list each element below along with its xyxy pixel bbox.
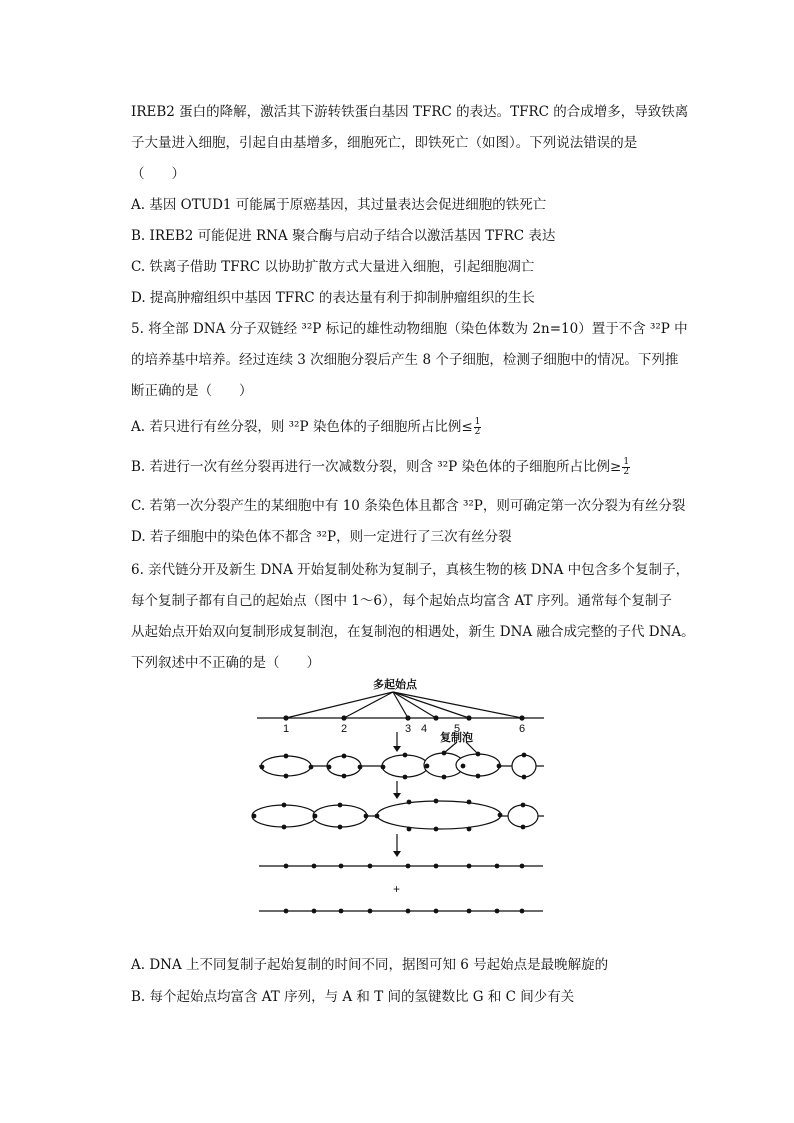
origin-label: 2 bbox=[341, 723, 348, 735]
bubble-label: 复制泡 bbox=[440, 732, 473, 744]
option-d: D. 提高肿瘤组织中基因 TFRC 的表达量有利于抑制肿瘤组织的生长 bbox=[131, 290, 535, 306]
origin-label: 6 bbox=[519, 723, 526, 735]
fraction-numerator: 1 bbox=[474, 417, 481, 427]
q6-option-a: A. DNA 上不同复制子起始复制的时间不同，据图可知 6 号起始点是最晚解旋的 bbox=[131, 957, 609, 973]
question-5-stem: 5. 将全部 DNA 分子双链经 ³²P 标记的雄性动物细胞（染色体数为 2n=10）置于不含 ³²P 中 bbox=[131, 321, 688, 337]
origin-label: 1 bbox=[283, 723, 290, 735]
text-line: （ ） bbox=[131, 166, 185, 182]
q5-option-c: C. 若第一次分裂产生的某细胞中有 10 条染色体且都含 ³²P，则可确定第一次分裂为有丝分裂 bbox=[131, 498, 686, 514]
question-5-stem: 的培养基中培养。经过连续 3 次细胞分裂后产生 8 个子细胞，检测子细胞中的情况。下列推 bbox=[131, 352, 679, 368]
fraction-denominator: 2 bbox=[623, 467, 630, 477]
question-6-stem: 从起始点开始双向复制形成复制泡，在复制泡的相遇处，新生 DNA 融合成完整的子代 DNA。 bbox=[131, 624, 695, 640]
question-6-stem: 6. 亲代链分开及新生 DNA 开始复制处称为复制子，真核生物的核 DNA 中包含多个复制子， bbox=[131, 562, 690, 578]
q5-option-b-text: B. 若进行一次有丝分裂再进行一次减数分裂，则含 ³²P 染色体的子细胞所占比例≥ bbox=[131, 459, 622, 475]
option-b: B. IREB2 可能促进 RNA 聚合酶与启动子结合以激活基因 TFRC 表达 bbox=[131, 228, 556, 244]
question-6-stem: 下列叙述中不正确的是（ ） bbox=[131, 655, 320, 671]
question-5-stem: 断正确的是（ ） bbox=[131, 383, 253, 399]
plus-sign: + bbox=[393, 882, 401, 896]
fraction-numerator: 1 bbox=[623, 457, 630, 467]
q5-option-d: D. 若子细胞中的染色体不都含 ³²P，则一定进行了三次有丝分裂 bbox=[131, 529, 512, 545]
option-c: C. 铁离子借助 TFRC 以协助扩散方式大量进入细胞，引起细胞凋亡 bbox=[131, 259, 535, 275]
origin-label: 5 bbox=[454, 723, 461, 735]
fraction-denominator: 2 bbox=[474, 427, 481, 437]
text-line: IREB2 蛋白的降解，激活其下游转铁蛋白基因 TFRC 的表达。TFRC 的合成增多，导致铁离 bbox=[131, 104, 689, 120]
origin-label: 4 bbox=[421, 723, 428, 735]
q6-option-b: B. 每个起始点均富含 AT 序列，与 A 和 T 间的氢键数比 G 和 C 间少有关 bbox=[131, 989, 575, 1005]
question-6-stem: 每个复制子都有自己的起始点（图中 1～6），每个起始点均富含 AT 序列。通常每个复制子 bbox=[131, 593, 672, 609]
origin-label: 3 bbox=[405, 723, 412, 735]
option-a: A. 基因 OTUD1 可能属于原癌基因，其过量表达会促进细胞的铁死亡 bbox=[131, 197, 547, 213]
text-line: 子大量进入细胞，引起自由基增多，细胞死亡，即铁死亡（如图）。下列说法错误的是 bbox=[131, 135, 638, 151]
q5-option-a-text: A. 若只进行有丝分裂，则 ³²P 染色体的子细胞所占比例≤ bbox=[131, 419, 473, 435]
diagram-title: 多起始点 bbox=[373, 679, 417, 691]
